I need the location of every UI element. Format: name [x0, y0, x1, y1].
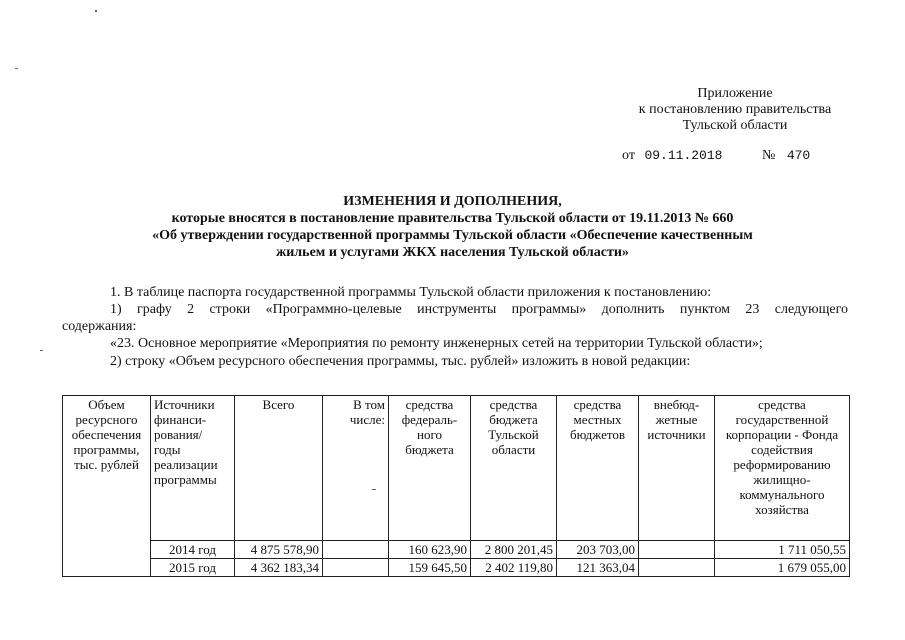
cell-extrabudgetary — [639, 559, 715, 577]
date-number-line — [622, 148, 810, 164]
scan-speck — [15, 68, 18, 69]
cell-regional: 2 800 201,45 — [471, 541, 557, 559]
header-regional: средства бюджета Тульской области — [471, 396, 557, 541]
row-label-cell: Объем ресурсного обеспечения программы, тыс. рублей — [63, 396, 151, 577]
title-line-3: «Об утверждении государственной программы Тульской области «Обеспечение качественным — [152, 228, 753, 243]
cell-including — [323, 559, 389, 577]
appendix-block — [600, 86, 870, 134]
cell-total: 4 362 183,34 — [235, 559, 323, 577]
table-row — [63, 541, 850, 559]
header-including: В том числе: — [323, 396, 389, 541]
number-label: № — [761, 148, 776, 163]
paragraph-3: «23. Основное мероприятие «Мероприятия по ремонту инженерных сетей на территории Тульской области»; — [110, 336, 763, 351]
title-line-1: ИЗМЕНЕНИЯ И ДОПОЛНЕНИЯ, — [343, 194, 562, 209]
appendix-line-2: к постановлению правительства — [638, 102, 832, 117]
header-fund: средства государственной корпорации - Фонда содействия реформированию жилищно-коммунального хозяйства — [715, 396, 850, 541]
cell-year: 2015 год — [151, 559, 235, 577]
scan-speck — [372, 489, 376, 490]
cell-federal: 159 645,50 — [389, 559, 471, 577]
cell-local: 203 703,00 — [557, 541, 639, 559]
cell-federal: 160 623,90 — [389, 541, 471, 559]
paragraph-2-line-2: содержания: — [62, 319, 137, 334]
cell-local: 121 363,04 — [557, 559, 639, 577]
title-line-2: которые вносятся в постановление правительства Тульской области от 19.11.2013 № 660 — [171, 211, 734, 226]
scan-speck — [40, 350, 43, 351]
appendix-line-3: Тульской области — [682, 118, 788, 133]
paragraph-2-line-1: 1) графу 2 строки «Программно-целевые инструменты программы» дополнить пунктом 23 следующего — [110, 302, 848, 317]
table-row — [63, 559, 850, 577]
table-header-row — [63, 396, 850, 541]
document-title — [60, 193, 845, 261]
header-federal: средства федераль-ного бюджета — [389, 396, 471, 541]
document-number: 470 — [786, 148, 811, 163]
document-date: 09.11.2018 — [644, 148, 723, 163]
paragraph-1: 1. В таблице паспорта государственной программы Тульской области приложения к постановлению: — [110, 285, 712, 300]
header-local: средства местных бюджетов — [557, 396, 639, 541]
title-line-4: жильем и услугами ЖКХ населения Тульской области» — [276, 245, 629, 260]
cell-including — [323, 541, 389, 559]
cell-extrabudgetary — [639, 541, 715, 559]
from-label: от — [622, 148, 635, 163]
appendix-line-1: Приложение — [697, 86, 773, 101]
scan-speck — [95, 10, 97, 12]
header-sources: Источники финанси-рования/ годы реализации программы — [151, 396, 235, 541]
cell-total: 4 875 578,90 — [235, 541, 323, 559]
cell-fund: 1 679 055,00 — [715, 559, 850, 577]
cell-year: 2014 год — [151, 541, 235, 559]
header-extrabudgetary: внебюд-жетные источники — [639, 396, 715, 541]
resource-table — [62, 395, 850, 577]
paragraph-4: 2) строку «Объем ресурсного обеспечения программы, тыс. рублей» изложить в новой редакции: — [110, 354, 691, 369]
header-total: Всего — [235, 396, 323, 541]
cell-regional: 2 402 119,80 — [471, 559, 557, 577]
cell-fund: 1 711 050,55 — [715, 541, 850, 559]
